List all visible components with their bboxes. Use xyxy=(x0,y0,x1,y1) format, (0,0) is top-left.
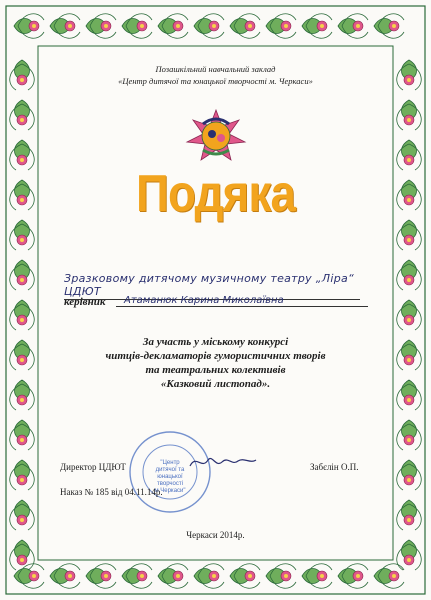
body-line-3: та театральних колективів xyxy=(145,364,286,376)
leader-label: керівник xyxy=(64,296,106,308)
certificate-title: Подяка xyxy=(135,165,296,223)
order-reference: Наказ № 185 від 04.11.14р. xyxy=(60,487,163,497)
org-line-1: Позашкільний навчальний заклад xyxy=(155,64,276,74)
body-line-4: «Казковий листопад». xyxy=(160,378,271,390)
svg-text:дитячої та: дитячої та xyxy=(155,467,185,473)
city-year: Черкаси 2014р. xyxy=(186,530,245,540)
leader-name: Атаманюк Карина Миколаївна xyxy=(116,295,368,307)
director-label: Директор ЦДЮТ xyxy=(60,462,126,472)
org-line-2: «Центр дитячої та юнацької творчості м. Черкаси» xyxy=(118,76,313,86)
svg-text:м.Черкаси": м.Черкаси" xyxy=(154,488,186,494)
svg-text:юнацької: юнацької xyxy=(157,474,183,480)
official-stamp xyxy=(128,430,212,514)
festival-logo xyxy=(185,108,247,164)
director-signature xyxy=(188,452,258,472)
leader-row xyxy=(64,296,360,312)
body-line-2: читців-декламаторів гумористичних творів xyxy=(105,350,326,362)
svg-text:творчості: творчості xyxy=(157,481,183,487)
svg-text:"Центр: "Центр xyxy=(160,460,180,466)
director-name: Забєлін О.П. xyxy=(310,462,359,472)
recipient-name: Зразковому дитячому музичному театру „Ліра“ ЦДЮТ xyxy=(64,272,360,300)
body-line-1: За участь у міському конкурсі xyxy=(142,336,289,348)
